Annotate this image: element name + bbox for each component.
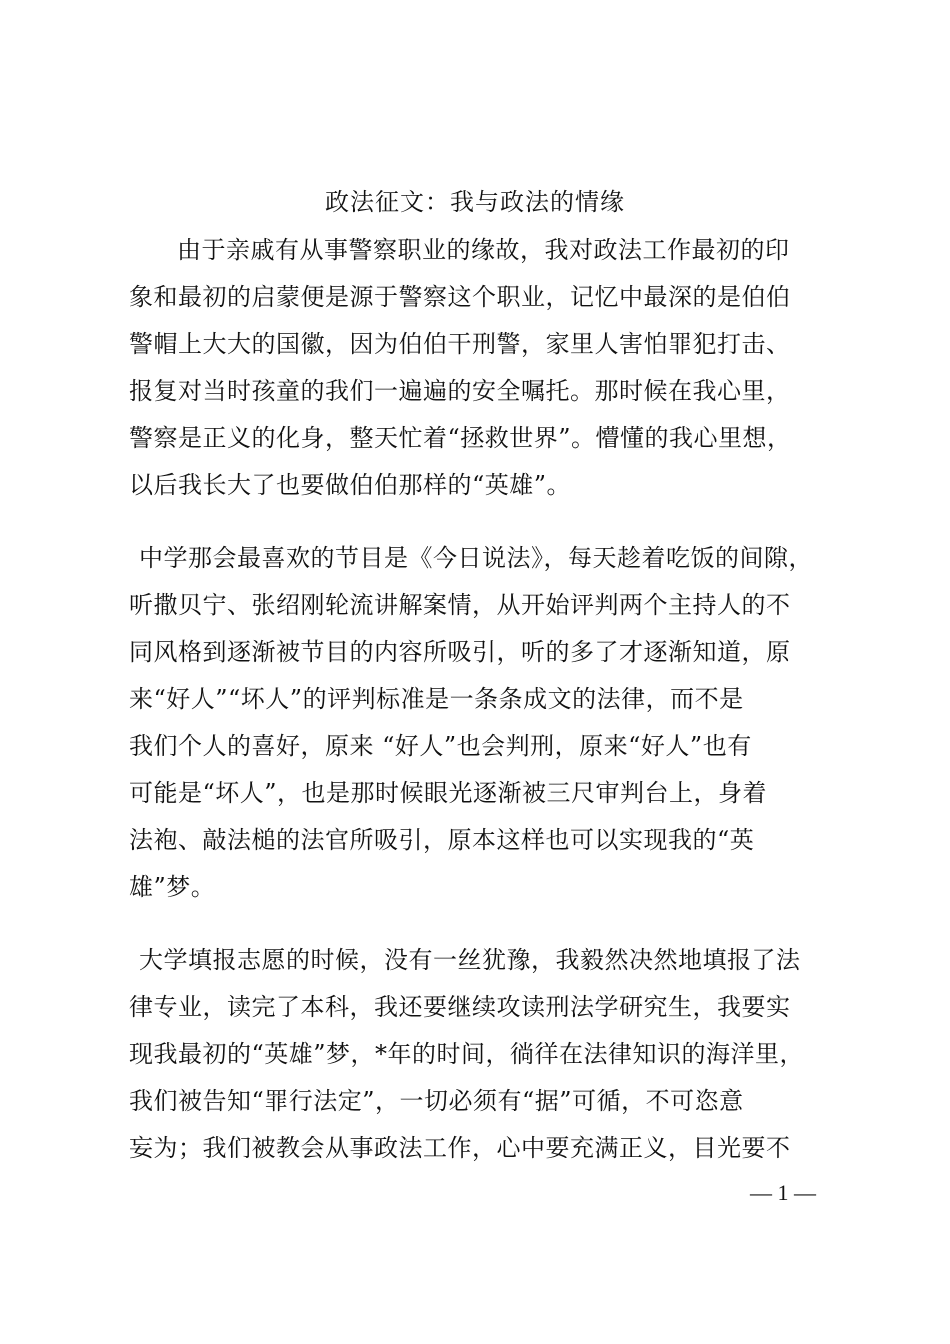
paragraph-line: 大学填报志愿的时候，没有一丝犹豫，我毅然决然地填报了法	[139, 946, 801, 974]
paragraph-line: 听撒贝宁、张绍刚轮流讲解案情，从开始评判两个主持人的不	[129, 591, 791, 619]
paragraph-line: 妄为；我们被教会从事政法工作，心中要充满正义，目光要不	[129, 1134, 791, 1162]
paragraph-line: 象和最初的启蒙便是源于警察这个职业，记忆中最深的是伯伯	[129, 283, 791, 311]
paragraph-line: 法袍、敲法槌的法官所吸引，原本这样也可以实现我的“英	[129, 826, 755, 854]
paragraph-line: 我们被告知“罪行法定”，一切必须有“据”可循，不可恣意	[129, 1087, 744, 1115]
document-title: 政法征文：我与政法的情缘	[325, 188, 625, 216]
paragraph-line: 报复对当时孩童的我们一遍遍的安全嘱托。那时候在我心里，	[129, 377, 791, 405]
paragraph-line: 律专业，读完了本科，我还要继续攻读刑法学研究生，我要实	[129, 993, 791, 1021]
paragraph-line: 以后我长大了也要做伯伯那样的“英雄”。	[129, 471, 572, 499]
paragraph-line: 由于亲戚有从事警察职业的缘故，我对政法工作最初的印	[177, 236, 790, 264]
paragraph-line: 同风格到逐渐被节目的内容所吸引，听的多了才逐渐知道，原	[129, 638, 791, 666]
paragraph-line: 中学那会最喜欢的节目是《今日说法》，每天趁着吃饭的间隙，	[139, 544, 813, 572]
paragraph-line: 现我最初的“英雄”梦，*年的时间，徜徉在法律知识的海洋里，	[129, 1040, 805, 1068]
paragraph-line: 警察是正义的化身，整天忙着“拯救世界”。懵懂的我心里想，	[129, 424, 792, 452]
page-number: — 1 —	[750, 1180, 816, 1205]
paragraph-line: 可能是“坏人”，也是那时候眼光逐渐被三尺审判台上，身着	[129, 779, 768, 807]
paragraph-line: 警帽上大大的国徽，因为伯伯干刑警，家里人害怕罪犯打击、	[129, 330, 791, 358]
paragraph-line: 我们个人的喜好，原来 “好人”也会判刑，原来“好人”也有	[129, 732, 752, 760]
paragraph-line: 来“好人”“坏人”的评判标准是一条条成文的法律，而不是	[129, 685, 744, 713]
paragraph-line: 雄”梦。	[129, 873, 216, 901]
